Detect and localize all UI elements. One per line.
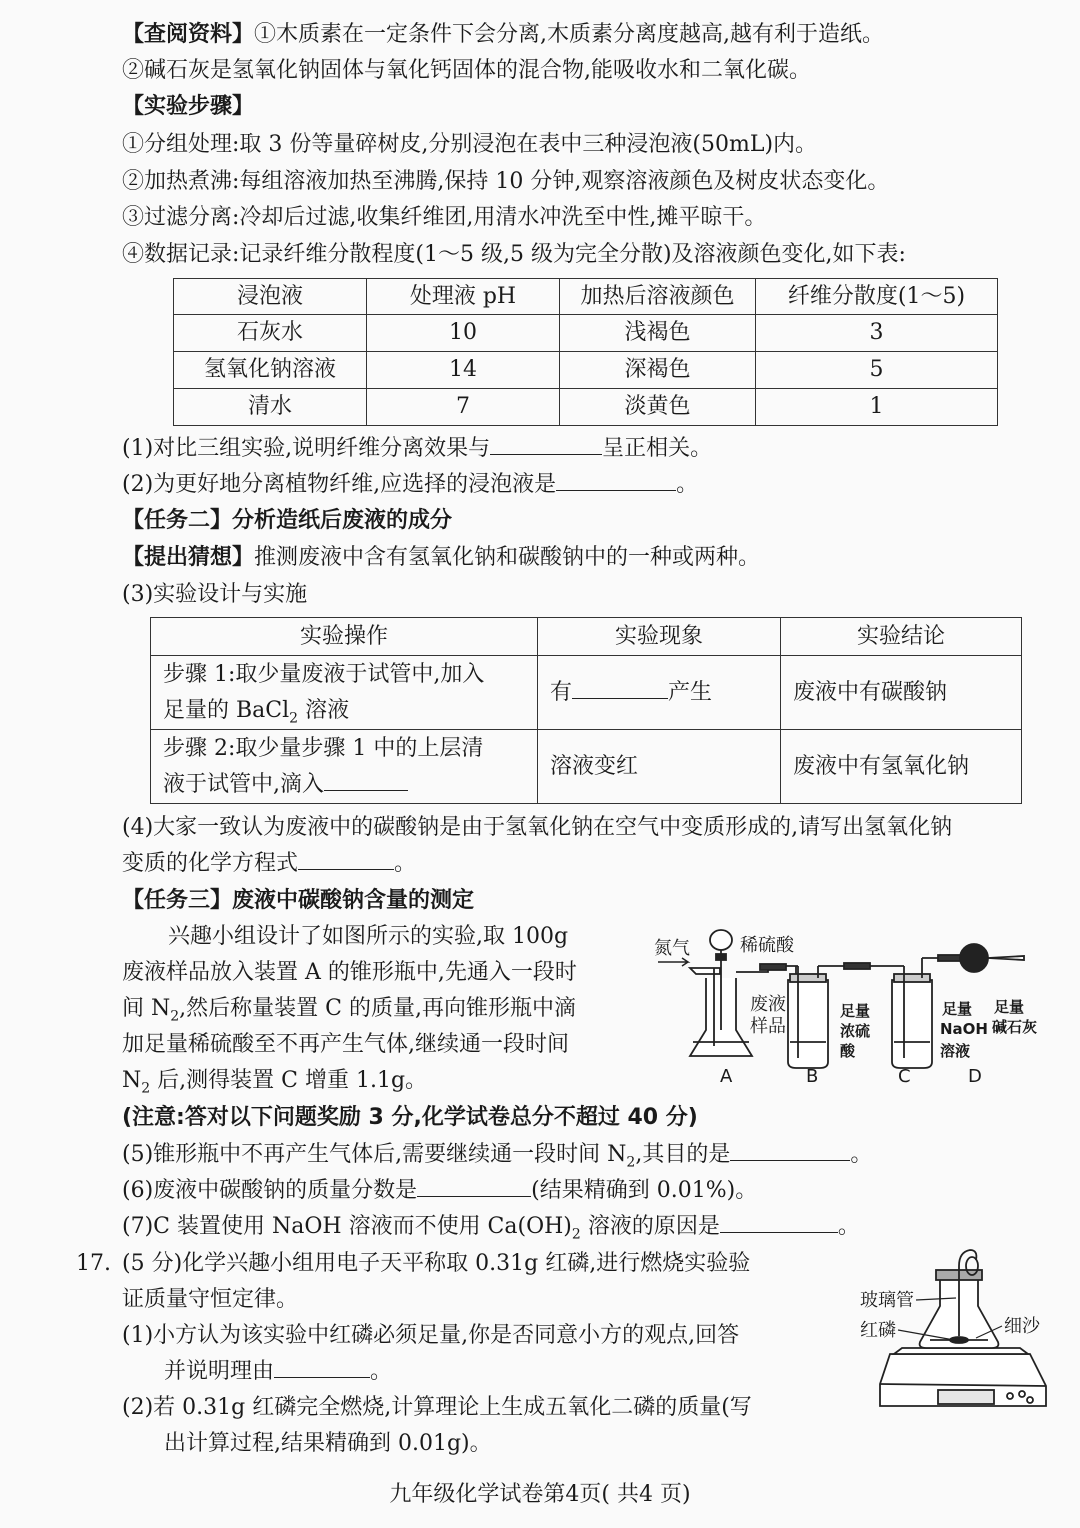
answer-blank[interactable] bbox=[324, 770, 408, 791]
question-5: (5)锥形瓶中不再产生气体后,需要继续通一段时间 $N_2$,其目的是 。 bbox=[122, 1142, 873, 1171]
table-header: 实验操作 bbox=[151, 618, 538, 656]
question-1: (1)对比三组实验,说明纤维分离效果与 呈正相关。 bbox=[122, 436, 713, 461]
glass-tube-label: 玻璃管 bbox=[860, 1290, 914, 1311]
svg-text:足量: 足量 bbox=[942, 1000, 973, 1018]
table-row bbox=[151, 730, 1022, 804]
acid-label: 稀硫酸 bbox=[740, 935, 794, 956]
red-phosphorus-label: 红磷 bbox=[860, 1320, 896, 1341]
answer-blank[interactable] bbox=[274, 1357, 370, 1378]
nitrogen-label: 氮气 bbox=[654, 938, 690, 959]
reference-heading: 【查阅资料】 bbox=[122, 22, 255, 47]
svg-text:样品: 样品 bbox=[750, 1016, 786, 1037]
step-2-operation: 步骤 2:取少量步骤 1 中的上层清 液于试管中,滴入 bbox=[151, 730, 538, 804]
step-2-conclusion: 废液中有氢氧化钠 bbox=[781, 730, 1022, 804]
answer-blank[interactable] bbox=[730, 1140, 850, 1161]
task-3-text: $N_2$ 后,测得装置 C 增重 1.1g。 bbox=[122, 1068, 428, 1097]
question-17-number: 17. bbox=[76, 1251, 111, 1276]
svg-text:酸: 酸 bbox=[840, 1042, 856, 1060]
question-17-2: (2)若 0.31g 红磷完全燃烧,计算理论上生成五氧化二磷的质量(写 bbox=[122, 1395, 752, 1420]
question-17-2-cont: 出计算过程,结果精确到 0.01g)。 bbox=[164, 1431, 492, 1456]
question-17-line-1: (5 分)化学兴趣小组用电子天平称取 0.31g 红磷,进行燃烧实验验 bbox=[122, 1251, 751, 1276]
answer-blank[interactable] bbox=[572, 678, 668, 699]
question-7: (7)C 装置使用 NaOH 溶液而不使用 $Ca(OH)_2$ 溶液的原因是 。 bbox=[122, 1214, 860, 1243]
answer-blank[interactable] bbox=[417, 1176, 531, 1197]
page-footer: 九年级化学试卷第4页( 共4 页) bbox=[389, 1482, 691, 1507]
svg-text:D: D bbox=[968, 1066, 982, 1087]
experiment-design-table bbox=[150, 617, 1022, 804]
table-header: 浸泡液 bbox=[174, 279, 367, 315]
task-3-text: 废液样品放入装置 A 的锥形瓶中,先通入一段时 bbox=[122, 960, 577, 985]
table-row: 石灰水 10 浅褐色 3 bbox=[174, 315, 998, 352]
table-header: 实验现象 bbox=[538, 618, 781, 656]
step-4: ④数据记录:记录纤维分散程度(1～5 级,5 级为完全分散)及溶液颜色变化,如下表: bbox=[122, 242, 906, 267]
svg-text:足量: 足量 bbox=[840, 1002, 871, 1020]
task-3-text: 加足量稀硫酸至不再产生气体,继续通一段时间 bbox=[122, 1032, 569, 1057]
answer-blank[interactable] bbox=[720, 1212, 838, 1233]
apparatus-diagram bbox=[648, 918, 1058, 1088]
svg-text:废液: 废液 bbox=[750, 994, 786, 1015]
table-row: 氢氧化钠溶液 14 深褐色 5 bbox=[174, 352, 998, 389]
question-3: (3)实验设计与实施 bbox=[122, 582, 308, 607]
reference-line-2: ②碱石灰是氢氧化钠固体与氧化钙固体的混合物,能吸收水和二氧化碳。 bbox=[122, 58, 811, 83]
answer-blank[interactable] bbox=[490, 434, 602, 455]
table-header: 实验结论 bbox=[781, 618, 1022, 656]
question-4-line-1: (4)大家一致认为废液中的碳酸钠是由于氢氧化钠在空气中变质形成的,请写出氢氧化钠 bbox=[122, 815, 953, 840]
soak-results-table bbox=[173, 278, 998, 426]
bonus-note: (注意:答对以下问题奖励 3 分,化学试卷总分不超过 40 分) bbox=[122, 1105, 698, 1130]
question-2: (2)为更好地分离植物纤维,应选择的浸泡液是 。 bbox=[122, 472, 699, 497]
task-2-heading: 【任务二】分析造纸后废液的成分 bbox=[122, 508, 453, 533]
step-2: ②加热煮沸:每组溶液加热至沸腾,保持 10 分钟,观察溶液颜色及树皮状态变化。 bbox=[122, 169, 890, 194]
step-1-conclusion: 废液中有碳酸钠 bbox=[781, 656, 1022, 730]
hypothesis: 【提出猜想】推测废液中含有氢氧化钠和碳酸钠中的一种或两种。 bbox=[122, 545, 761, 570]
question-17-line-2: 证质量守恒定律。 bbox=[122, 1287, 299, 1312]
svg-text:碱石灰: 碱石灰 bbox=[992, 1018, 1038, 1036]
table-header: 纤维分散度(1～5) bbox=[756, 279, 998, 315]
question-4-line-2: 变质的化学方程式 。 bbox=[122, 851, 417, 876]
table-header: 加热后溶液颜色 bbox=[560, 279, 756, 315]
balance-diagram bbox=[850, 1236, 1050, 1432]
svg-text:C: C bbox=[898, 1066, 911, 1087]
question-17-1: (1)小方认为该实验中红磷必须足量,你是否同意小方的观点,回答 bbox=[122, 1323, 740, 1348]
table-row bbox=[151, 656, 1022, 730]
answer-blank[interactable] bbox=[556, 470, 676, 491]
svg-text:B: B bbox=[806, 1066, 819, 1087]
answer-blank[interactable] bbox=[298, 849, 394, 870]
svg-text:溶液: 溶液 bbox=[940, 1042, 971, 1060]
steps-heading: 【实验步骤】 bbox=[122, 94, 255, 119]
step-1-operation: 步骤 1:取少量废液于试管中,加入 足量的 BaCl$_2$ 溶液 bbox=[151, 656, 538, 730]
svg-text:A: A bbox=[720, 1066, 733, 1087]
step-2-phenomenon: 溶液变红 bbox=[538, 730, 781, 804]
question-17-1-cont: 并说明理由 。 bbox=[164, 1359, 393, 1384]
step-1-phenomenon: 有 产生 bbox=[538, 656, 781, 730]
svg-text:NaOH: NaOH bbox=[940, 1020, 988, 1038]
fine-sand-label: 细沙 bbox=[1004, 1316, 1040, 1337]
step-1: ①分组处理:取 3 份等量碎树皮,分别浸泡在表中三种浸泡液(50mL)内。 bbox=[122, 132, 818, 157]
task-3-text: 间 $N_2$,然后称量装置 C 的质量,再向锥形瓶中滴 bbox=[122, 996, 576, 1025]
question-6: (6)废液中碳酸钠的质量分数是 (结果精确到 0.01%)。 bbox=[122, 1178, 758, 1203]
svg-text:足量: 足量 bbox=[994, 998, 1025, 1016]
task-3-heading: 【任务三】废液中碳酸钠含量的测定 bbox=[122, 888, 475, 913]
table-row: 清水 7 淡黄色 1 bbox=[174, 389, 998, 426]
svg-text:浓硫: 浓硫 bbox=[840, 1022, 871, 1040]
step-3: ③过滤分离:冷却后过滤,收集纤维团,用清水冲洗至中性,摊平晾干。 bbox=[122, 205, 767, 230]
task-3-text: 兴趣小组设计了如图所示的实验,取 100g bbox=[168, 924, 569, 949]
table-header: 处理液 pH bbox=[367, 279, 560, 315]
reference-line-1: 【查阅资料】①木质素在一定条件下会分离,木质素分离度越高,越有利于造纸。 bbox=[122, 22, 885, 47]
